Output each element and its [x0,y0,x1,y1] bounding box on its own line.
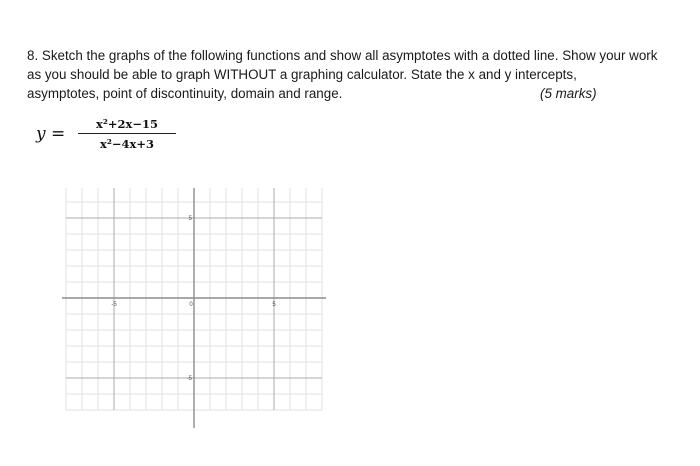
axes [62,188,326,428]
equation-lhs: y = [36,124,66,144]
marks-label: (5 marks) [540,86,597,101]
equation-denominator: x²−4x+3 [99,137,155,151]
y-tick-label: 5 [188,216,192,222]
x-tick-label: 5 [272,302,276,308]
equation-numerator: x²+2x−15 [95,117,159,131]
question-line-2: as you should be able to graph WITHOUT a graphing calculator. State the x and y intercepts, [27,67,577,82]
question-line-1: 8. Sketch the graphs of the following functions and show all asymptotes with a dotted line. Show your work [27,48,658,63]
equation-fraction [74,116,180,152]
question-line-3 [27,84,667,103]
y-tick-label: -5 [186,376,192,382]
x-tick-label: 0 [189,302,193,308]
x-tick-label: -5 [111,302,117,308]
question-text [27,46,667,103]
coordinate-grid [56,188,336,428]
question-line-3-text: asymptotes, point of discontinuity, domain and range. [27,86,343,101]
fraction-bar [78,133,176,134]
